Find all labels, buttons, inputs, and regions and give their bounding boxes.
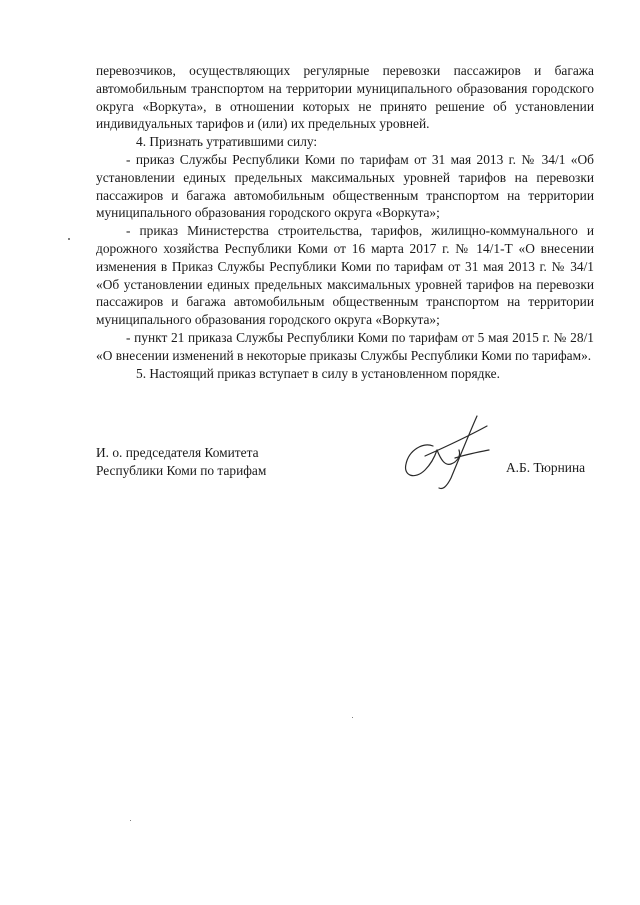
paragraph-item-5: 5. Настоящий приказ вступает в силу в установленном порядке. bbox=[136, 365, 500, 381]
paragraph-repealed-order-3: - пункт 21 приказа Службы Республики Коми по тарифам от 5 мая 2015 г. № 28/1 «О внесении изменений в некоторые приказы Службы Республики Коми по тарифам». bbox=[96, 329, 594, 363]
signatory-role-line-2: Республики Коми по тарифам bbox=[96, 463, 267, 478]
scan-speck bbox=[68, 238, 70, 240]
paragraph-repealed-order-1: - приказ Службы Республики Коми по тарифам от 31 мая 2013 г. № 34/1 «Об установлении единых предельных максимальных уровней тарифов на перевозки пассажиров и багажа автомобильным общественным транспортом на территории муниципального образования городского округа «Воркута»; bbox=[96, 151, 594, 221]
scan-speck bbox=[130, 820, 131, 821]
document-body bbox=[96, 62, 594, 382]
paragraph-repealed-order-2: - приказ Министерства строительства, тарифов, жилищно-коммунального и дорожного хозяйства Республики Коми от 16 марта 2017 г. № 14/1-Т «О внесении изменения в Приказ Службы Республики Коми по тарифам от 31 мая 2013 г. № 34/1 «Об установлении единых предельных максимальных уровней тарифов на перевозки пассажиров и багажа автомобильным общественным транспортом на территории муниципального образования городского округа «Воркута»; bbox=[96, 223, 594, 328]
paragraph-item-4: 4. Признать утратившими силу: bbox=[136, 134, 318, 150]
signatory-role bbox=[96, 444, 266, 480]
scan-speck bbox=[352, 717, 353, 718]
paragraph-continuation: перевозчиков, осуществляющих регулярные перевозки пассажиров и багажа автомобильным транспортом на территории муниципального образования городского округа «Воркута», в отношении которых не принято решение об установлении индивидуальных тарифов и (или) их предельных уровней. bbox=[96, 63, 594, 132]
handwritten-signature bbox=[395, 412, 495, 492]
signatory-role-line-1: И. о. председателя Комитета bbox=[96, 445, 259, 460]
signatory-name: А.Б. Тюрнина bbox=[506, 460, 586, 475]
